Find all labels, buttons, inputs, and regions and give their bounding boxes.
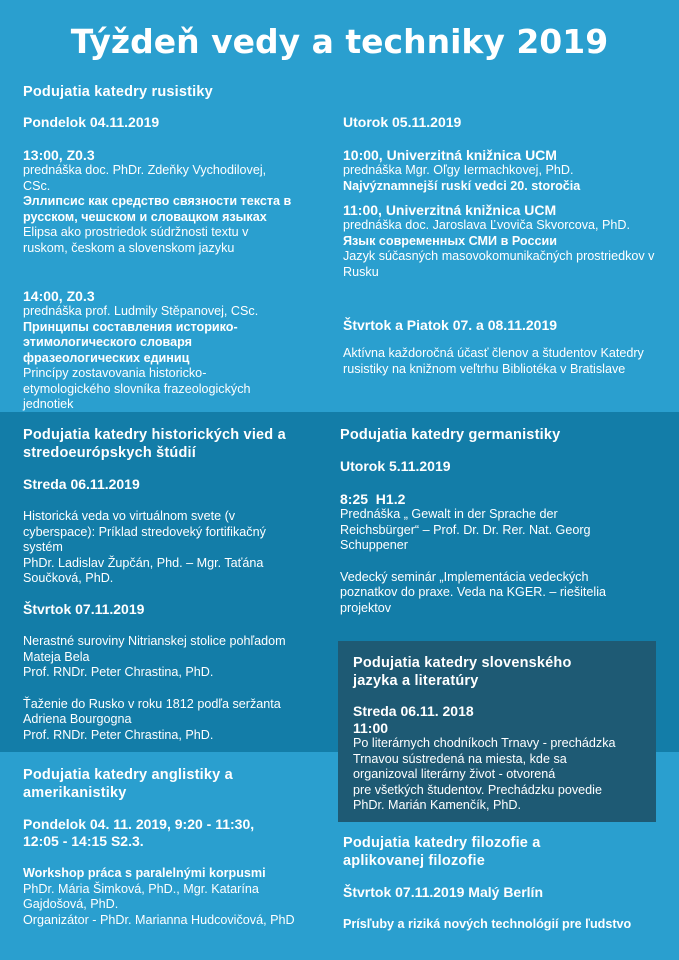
rusistika-tuesday (343, 114, 668, 280)
historia-heading: Podujatia katedry historických vied a stredoeurópskych štúdií (23, 427, 286, 461)
event-title: Najvýznamnejší ruskí vedci 20. storočia (343, 178, 581, 193)
event-title: Historická veda vo virtuálnom svete (v cyberspace): Príklad stredoveký fortifikačný systém (23, 509, 266, 554)
day-heading: Streda 06.11.2019 (23, 476, 140, 492)
event-line: Trnavou sústredená na miesta, kde sa (353, 751, 567, 766)
event-time: 11:00, Univerzitná knižnica UCM (343, 202, 557, 218)
event-title-ru: Эллипсис как средство связности текста в русском, чешском и словацком языках (23, 194, 292, 224)
rusistika-thu-fri (343, 317, 668, 377)
event-time: 11:00 (353, 720, 389, 736)
event-title: Nerastné suroviny Nitrianskej stolice pohľadom Mateja Bela (23, 634, 286, 664)
day-heading: Pondelok 04. 11. 2019, 9:20 - 11:30, 12:05 - 14:15 S2.3. (23, 816, 255, 849)
event-time: 14:00, Z0.3 (23, 288, 95, 304)
day-heading: Štvrtok a Piatok 07. a 08.11.2019 (343, 317, 558, 333)
day-heading: Pondelok 04.11.2019 (23, 114, 160, 130)
germanistika-heading: Podujatia katedry germanistiky (340, 427, 561, 443)
slovencina-heading: Podujatia katedry slovenského jazyka a literatúry (353, 655, 572, 689)
event-lecturer: prednáška Mgr. Oľgy Iermachkovej, PhD. (343, 163, 574, 177)
rusistika-monday-event-2 (23, 288, 323, 413)
event-people: PhDr. Ladislav Župčán, Phd. – Mgr. Taťána Součková, PhD. (23, 555, 264, 585)
event-line: Po literárnych chodníkoch Trnavy - prechádzka (353, 736, 616, 750)
filozofia-section (343, 834, 668, 933)
event-title-sk: Princípy zostavovania historicko-etymologického slovníka frazeologických jednotiek (23, 366, 251, 411)
rusistika-monday (23, 114, 323, 256)
anglistika-section (23, 766, 323, 928)
event-title: Workshop práca s paralelnými korpusmi (23, 866, 266, 880)
day-heading: Utorok 5.11.2019 (340, 458, 451, 474)
event-seminar: Vedecký seminár „Implementácia vedeckých poznatkov do praxe. Veda na KGER. – riešitelia projektov (340, 569, 607, 615)
event-lecturer: prednáška prof. Ludmily Stěpanovej, CSc. (23, 304, 259, 318)
event-title-sk: Jazyk súčasných masovokomunikačných prostriedkov v Rusku (343, 249, 655, 279)
day-heading: Utorok 05.11.2019 (343, 114, 462, 130)
anglistika-heading: Podujatia katedry anglistiky a amerikanistiky (23, 767, 233, 801)
day-heading: Streda 06.11. 2018 (353, 703, 474, 719)
event-lecturer: prednáška doc. Jaroslava Ľvoviča Skvorcova, PhD. (343, 218, 630, 232)
event-person: Prof. RNDr. Peter Chrastina, PhD. (23, 665, 214, 679)
event-title: Prísľuby a riziká nových technológií pre ľudstvo (343, 917, 632, 931)
event-title-ru: Язык современных СМИ в России (343, 233, 557, 248)
filozofia-heading: Podujatia katedry filozofie a aplikovanej filozofie (343, 835, 541, 869)
event-organizer: Organizátor - PhDr. Marianna Hudcovičová, PhD (23, 912, 295, 927)
event-person: Prof. RNDr. Peter Chrastina, PhD. (23, 727, 214, 742)
event-title-sk: Elipsa ako prostriedok súdržnosti textu v ruskom, českom a slovenskom jazyku (23, 225, 249, 255)
event-title: Ťaženie do Rusko v roku 1812 podľa seržanta Adriena Bourgogna (23, 696, 281, 726)
event-people: PhDr. Mária Šimková, PhD., Mgr. Katarína Gajdošová, PhD. (23, 881, 259, 911)
historia-section (23, 426, 323, 587)
event-line: pre všetkých študentov. Prechádzku povedie (353, 782, 602, 797)
rusistika-heading: Podujatia katedry rusistiky (23, 84, 213, 100)
event-time: 10:00, Univerzitná knižnica UCM (343, 147, 557, 163)
poster-title: Týždeň vedy a techniky 2019 (70, 22, 609, 61)
day-heading: Štvrtok 07.11.2019 (23, 601, 145, 617)
historia-thursday (23, 601, 323, 743)
event-line: PhDr. Marián Kamenčík, PhD. (353, 798, 521, 812)
event-lecturer: prednáška doc. PhDr. Zdeňky Vychodilovej, CSc. (23, 163, 267, 193)
event-text: Aktívna každoročná účasť členov a študentov Katedry rusistiky na knižnom veľtrhu Bibliotéka v Bratislave (343, 346, 644, 376)
event-line: organizoval literárny život - otvorená (353, 767, 556, 781)
event-title-ru: Принципы составления историко-этимологического словаря фразеологических единиц (23, 319, 238, 365)
germanistika-section (340, 426, 665, 616)
day-heading: Štvrtok 07.11.2019 Malý Berlín (343, 884, 543, 900)
event-lecture: Prednáška „ Gewalt in der Sprache der Reichsbürger“ – Prof. Dr. Dr. Rer. Nat. Georg Schuppener (340, 507, 591, 552)
event-time: 13:00, Z0.3 (23, 147, 95, 163)
event-time: 8:25 H1.2 (340, 491, 406, 507)
slovencina-section (353, 654, 648, 814)
